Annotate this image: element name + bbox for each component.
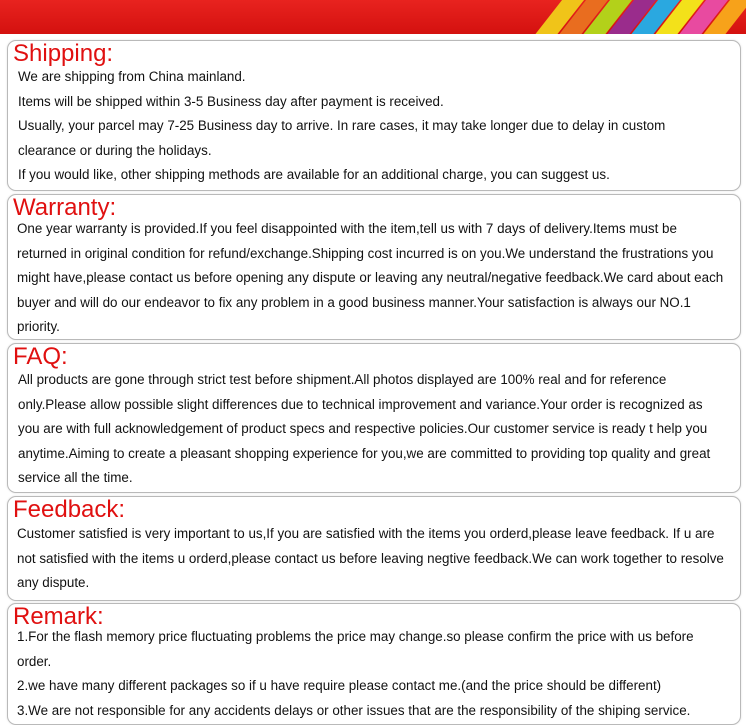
feedback-heading: Feedback: (13, 496, 126, 523)
shipping-line: We are shipping from China mainland. (18, 69, 246, 84)
remark-line: 1.For the flash memory price fluctuating problems the price may change.so please confirm the price with us before order. (17, 629, 694, 669)
shipping-line: Items will be shipped within 3-5 Business day after payment is received. (18, 93, 444, 109)
shipping-line: Usually, your parcel may 7-25 Business day to arrive. In rare cases, it may take longer due to delay in custom clearance or during the holidays. (18, 118, 666, 158)
remark-heading: Remark: (13, 603, 104, 630)
remark-line: 2.we have many different packages so if u have require please contact me.(and the price should be different) (17, 678, 662, 694)
shipping-body (18, 65, 724, 188)
warranty-heading: Warranty: (13, 194, 117, 221)
faq-section (7, 343, 741, 493)
warranty-section (7, 194, 741, 340)
warranty-body (17, 217, 724, 340)
remark-line: 3.We are not responsible for any accidents delays or other issues that are the responsibility of the shiping service. (17, 702, 691, 718)
faq-heading: FAQ: (13, 343, 68, 370)
remark-section (7, 603, 741, 725)
faq-body (18, 368, 724, 491)
faq-text: All products are gone through strict test before shipment.All photos displayed are 100% real and for reference only.Please allow possible slight differences due to technical improvement and variance.Your order is recognized as you are with full acknowledgement of product specs and respective policies.Our customer service is ready t help you anytime.Aiming to create a pleasant shopping experience for you,we are committed to providing top quality and great service all the time. (18, 372, 711, 486)
remark-body (17, 625, 724, 723)
feedback-section (7, 496, 741, 601)
header-banner (0, 0, 746, 34)
shipping-heading: Shipping: (13, 40, 114, 67)
feedback-text: Customer satisfied is very important to us,If you are satisfied with the items you orderd,please leave feedback. If u are not satisfied with the items u orderd,please contact us before leaving negtive feedback.We can work together to resolve any dispute. (17, 526, 724, 591)
shipping-section (7, 40, 741, 191)
feedback-body (17, 522, 724, 596)
shipping-line: If you would like, other shipping methods are available for an additional charge, you can suggest us. (18, 167, 610, 183)
warranty-text: One year warranty is provided.If you feel disappointed with the item,tell us with 7 days of delivery.Items must be returned in original condition for refund/exchange.Shipping cost incurred is on you.We understand the frustrations you might have,please contact us before opening any dispute or leaving any neutral/negative feedback.We card about each buyer and will do our endeavor to fix any problem in a good business manner.Your satisfaction is always our NO.1 priority. (17, 221, 724, 335)
